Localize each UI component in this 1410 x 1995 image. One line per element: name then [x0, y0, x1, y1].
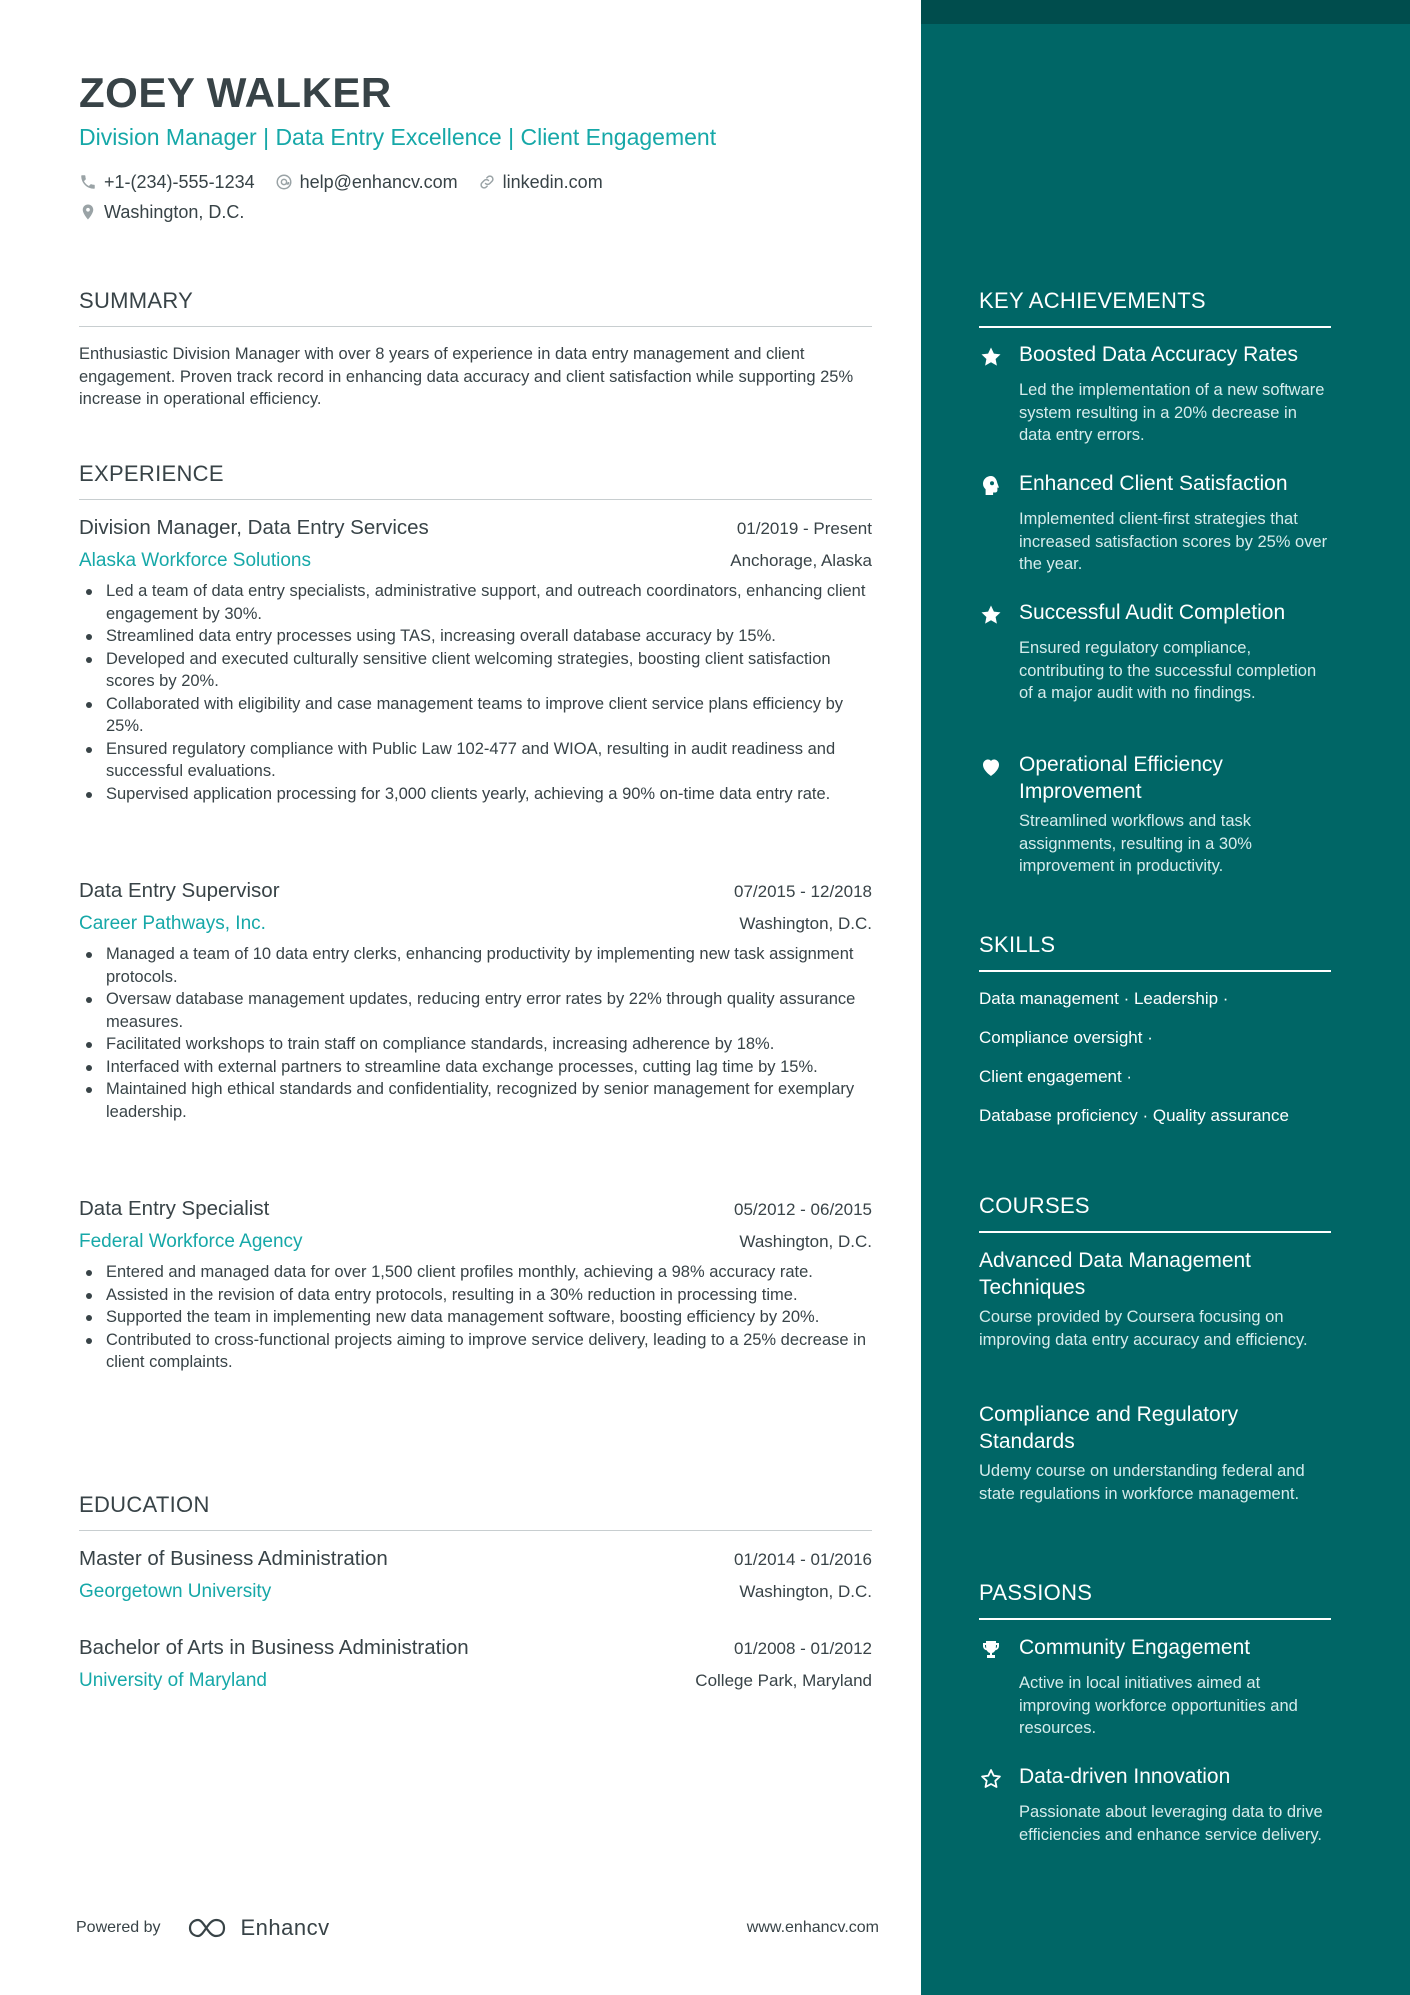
achievement-title: Operational Efficiency Improvement [1019, 753, 1223, 803]
candidate-name: ZOEY WALKER [79, 69, 392, 116]
education-heading: EDUCATION [79, 1490, 872, 1531]
trophy-icon [979, 1638, 1003, 1662]
bullet: Supported the team in implementing new data management software, boosting efficiency by 20%. [79, 1306, 872, 1329]
head-icon [979, 474, 1003, 498]
skills-list [979, 979, 1331, 1135]
job-dates: 07/2015 - 12/2018 [733, 882, 872, 901]
passion-desc: Active in local initiatives aimed at improving workforce opportunities and resources. [1019, 1674, 1298, 1737]
passion-title: Community Engagement [1019, 1636, 1251, 1659]
job-entry [79, 877, 872, 1123]
footer-website[interactable]: www.enhancv.com [746, 1919, 879, 1936]
course-item [979, 1401, 1331, 1505]
degree: Master of Business Administration [79, 1547, 388, 1570]
course-desc: Udemy course on understanding federal and state regulations in workforce management. [979, 1462, 1305, 1503]
link-icon [478, 173, 496, 191]
education-dates: 01/2014 - 01/2016 [733, 1550, 872, 1569]
bullet: Streamlined data entry processes using TAS, increasing overall database accuracy by 15%. [79, 625, 872, 648]
experience-heading: EXPERIENCE [79, 459, 872, 500]
skill-line: Data management · Leadership · [979, 989, 1229, 1008]
at-icon [275, 173, 293, 191]
heart-icon [979, 755, 1003, 779]
bullet: Collaborated with eligibility and case management teams to improve client service plans efficiency by 25%. [79, 693, 872, 738]
achievement-item [979, 341, 1331, 447]
location-text: Washington, D.C. [104, 201, 245, 222]
course-title: Advanced Data Management Techniques [979, 1249, 1252, 1299]
bullet: Assisted in the revision of data entry protocols, resulting in a 30% reduction in processing time. [79, 1284, 872, 1307]
star-icon [979, 603, 1003, 627]
bullet: Maintained high ethical standards and confidentiality, recognized by senior management for exemplary leadership. [79, 1078, 872, 1123]
passion-title: Data-driven Innovation [1019, 1765, 1231, 1788]
contact-phone [79, 172, 255, 193]
enhancv-logo-icon [187, 1916, 233, 1940]
bullet: Ensured regulatory compliance with Public Law 102-477 and WIOA, resulting in audit readiness and successful evaluations. [79, 738, 872, 783]
passion-item [979, 1763, 1331, 1846]
job-title: Data Entry Specialist [79, 1197, 270, 1220]
contact-email[interactable] [275, 172, 458, 193]
passions-heading: PASSIONS [979, 1578, 1331, 1620]
course-title: Compliance and Regulatory Standards [979, 1403, 1239, 1453]
job-entry [79, 1195, 872, 1374]
bullet: Led a team of data entry specialists, administrative support, and outreach coordinators, enhancing client engagement by 30%. [79, 580, 872, 625]
contact-linkedin[interactable] [478, 172, 603, 193]
achievement-item [979, 599, 1331, 705]
skill-line: Compliance oversight · [979, 1028, 1153, 1047]
job-location: Washington, D.C. [739, 1232, 872, 1251]
summary-text: Enthusiastic Division Manager with over 8 years of experience in data entry management and client engagement. Proven track record in enhancing data accuracy and client satisfaction while supporting 25% increase in operational efficiency. [79, 345, 854, 408]
bullet: Facilitated workshops to train staff on compliance standards, increasing adherence by 18%. [79, 1033, 872, 1056]
achievement-title: Boosted Data Accuracy Rates [1019, 343, 1298, 366]
bullet: Oversaw database management updates, reducing entry error rates by 22% through quality assurance measures. [79, 988, 872, 1033]
powered-by-label: Powered by [76, 1919, 161, 1936]
contact-row [79, 170, 623, 194]
passion-desc: Passionate about leveraging data to drive efficiencies and enhance service delivery. [1019, 1803, 1323, 1844]
candidate-title: Division Manager | Data Entry Excellence | Client Engagement [79, 124, 717, 150]
linkedin-text[interactable]: linkedin.com [502, 171, 603, 192]
bullet: Developed and executed culturally sensitive client welcoming strategies, boosting client satisfaction scores by 20%. [79, 648, 872, 693]
job-location: Washington, D.C. [739, 914, 872, 933]
job-company: Alaska Workforce Solutions [79, 550, 311, 571]
education-entry [79, 1634, 872, 1695]
job-entry [79, 514, 872, 805]
star-icon [979, 345, 1003, 369]
achievement-desc: Ensured regulatory compliance, contributing to the successful completion of a major audit with no findings. [1019, 639, 1317, 702]
location-pin-icon [79, 202, 97, 222]
skills-heading: SKILLS [979, 930, 1331, 972]
skill-line: Client engagement · [979, 1067, 1133, 1086]
job-bullets [79, 1261, 872, 1374]
sidebar-top-band [921, 0, 1410, 24]
bullet: Interfaced with external partners to streamline data exchange processes, cutting lag time by 15%. [79, 1056, 872, 1079]
star-outline-icon [979, 1767, 1003, 1791]
job-company: Career Pathways, Inc. [79, 913, 266, 934]
skill-line: Database proficiency · Quality assurance [979, 1106, 1289, 1125]
courses-heading: COURSES [979, 1191, 1331, 1233]
summary-heading: SUMMARY [79, 286, 872, 327]
achievement-title: Enhanced Client Satisfaction [1019, 472, 1288, 495]
achievement-title: Successful Audit Completion [1019, 601, 1286, 624]
contact-row-2 [79, 200, 264, 224]
job-company: Federal Workforce Agency [79, 1231, 303, 1252]
phone-text: +1-(234)-555-1234 [104, 171, 255, 192]
education-location: College Park, Maryland [695, 1671, 872, 1690]
bullet: Entered and managed data for over 1,500 client profiles monthly, achieving a 98% accuracy rate. [79, 1261, 872, 1284]
degree: Bachelor of Arts in Business Administration [79, 1636, 469, 1659]
education-entry [79, 1545, 872, 1606]
job-dates: 01/2019 - Present [736, 519, 872, 538]
job-bullets [79, 580, 872, 805]
achievements-heading: KEY ACHIEVEMENTS [979, 286, 1331, 328]
education-dates: 01/2008 - 01/2012 [733, 1639, 872, 1658]
education-location: Washington, D.C. [739, 1582, 872, 1601]
bullet: Contributed to cross-functional projects aiming to improve service delivery, leading to a 25% decrease in client complaints. [79, 1329, 872, 1374]
bullet: Supervised application processing for 3,000 clients yearly, achieving a 90% on-time data entry rate. [79, 783, 872, 806]
achievement-item [979, 470, 1331, 576]
achievement-desc: Streamlined workflows and task assignments, resulting in a 30% improvement in productivity. [1019, 812, 1252, 875]
footer-powered-by [76, 1915, 330, 1941]
passion-item [979, 1634, 1331, 1740]
job-dates: 05/2012 - 06/2015 [733, 1200, 872, 1219]
school: University of Maryland [79, 1670, 267, 1691]
contact-location [79, 202, 244, 223]
job-bullets [79, 943, 872, 1123]
brand-name: Enhancv [240, 1915, 330, 1940]
job-title: Division Manager, Data Entry Services [79, 516, 429, 539]
achievement-desc: Led the implementation of a new software system resulting in a 20% decrease in data entry errors. [1019, 381, 1325, 444]
achievement-desc: Implemented client-first strategies that increased satisfaction scores by 25% over the year. [1019, 510, 1328, 573]
email-text[interactable]: help@enhancv.com [299, 171, 458, 192]
course-item [979, 1247, 1331, 1351]
bullet: Managed a team of 10 data entry clerks, enhancing productivity by implementing new task assignment protocols. [79, 943, 872, 988]
school: Georgetown University [79, 1581, 272, 1602]
course-desc: Course provided by Coursera focusing on improving data entry accuracy and efficiency. [979, 1308, 1308, 1349]
achievement-item [979, 751, 1331, 878]
phone-icon [79, 173, 97, 191]
job-location: Anchorage, Alaska [730, 551, 872, 570]
job-title: Data Entry Supervisor [79, 879, 280, 902]
